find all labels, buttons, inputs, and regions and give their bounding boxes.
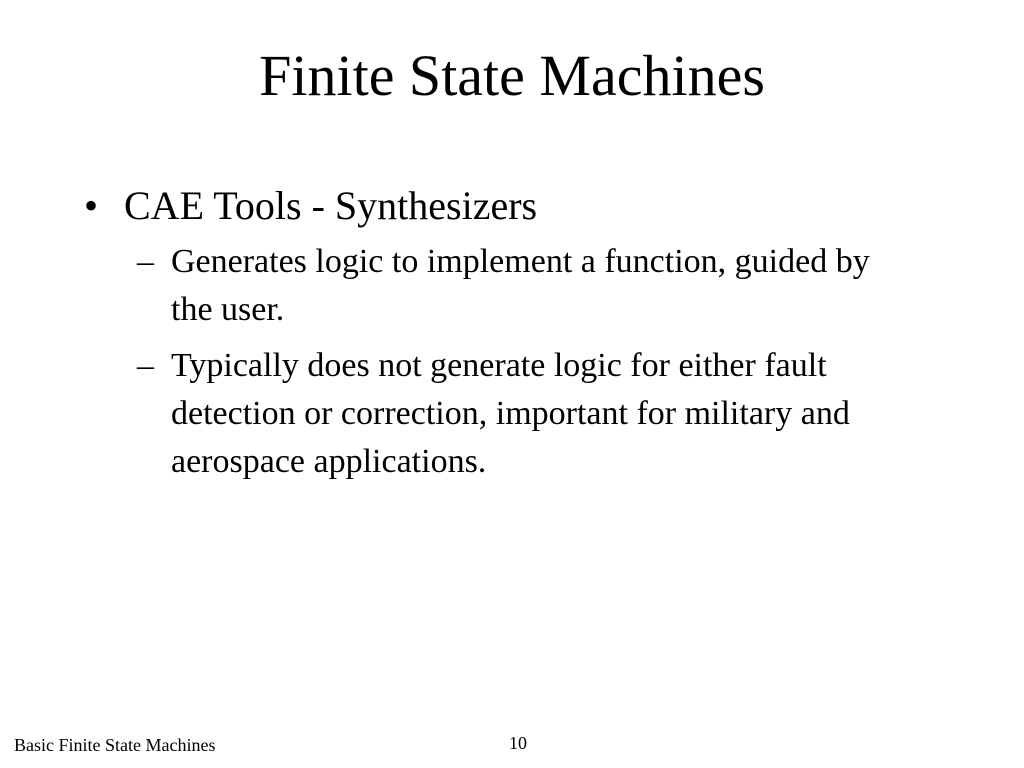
bullet-item: [84, 180, 904, 232]
sub-bullet-item: [137, 342, 904, 486]
sub-bullet-text: Generates logic to implement a function, guided by the user.: [171, 243, 870, 328]
sub-bullet-list: [84, 238, 904, 486]
sub-bullet-marker: –: [137, 347, 154, 384]
slide-title: Finite State Machines: [259, 43, 765, 108]
slide-body: [84, 180, 904, 494]
page-number: 10: [509, 733, 527, 753]
sub-bullet-marker: –: [137, 243, 154, 280]
footer-title: Basic Finite State Machines: [14, 735, 216, 755]
sub-bullet-item: [137, 238, 904, 334]
bullet-text: CAE Tools - Synthesizers: [124, 183, 538, 228]
bullet-marker: •: [84, 183, 99, 228]
sub-bullet-text: Typically does not generate logic for either fault detection or correction, important for military and aerospace applications.: [171, 347, 850, 480]
